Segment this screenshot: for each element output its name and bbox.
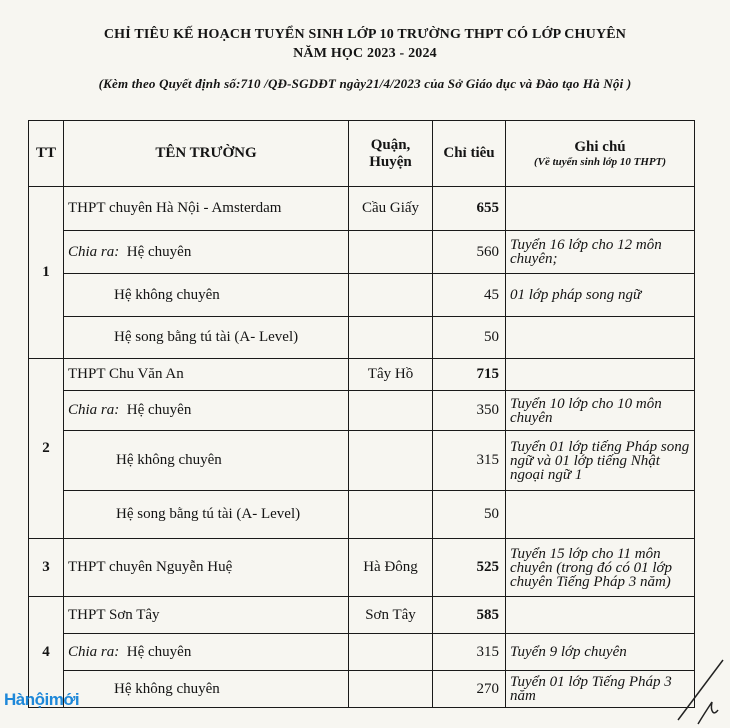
quota-table [28, 120, 695, 708]
note: Tuyển 01 lớp Tiếng Pháp 3 năm [506, 671, 695, 708]
district: Cầu Giấy [349, 187, 433, 231]
school-name: THPT Chu Văn An [64, 359, 349, 391]
subsystem-name: Hệ không chuyên [64, 431, 349, 491]
col-note-title: Ghi chú [574, 139, 626, 155]
note: Tuyển 9 lớp chuyên [506, 634, 695, 671]
district [349, 231, 433, 274]
table-row [29, 187, 695, 231]
district [349, 634, 433, 671]
quota: 270 [433, 671, 506, 708]
table-header-row [29, 121, 695, 187]
split-label: Chia ra: [68, 643, 120, 660]
note [506, 187, 695, 231]
note: 01 lớp pháp song ngữ [506, 274, 695, 317]
note: Tuyển 10 lớp cho 10 môn chuyên [506, 391, 695, 431]
table-row [29, 491, 695, 539]
district [349, 491, 433, 539]
quota: 585 [433, 597, 506, 634]
row-number: 4 [29, 597, 64, 708]
school-name: THPT chuyên Hà Nội - Amsterdam [64, 187, 349, 231]
subsystem-name: Hệ không chuyên [64, 274, 349, 317]
table-row [29, 359, 695, 391]
note: Tuyển 15 lớp cho 11 môn chuyên (trong đó có 01 lớp chuyên Tiếng Pháp 3 năm) [506, 539, 695, 597]
quota: 315 [433, 431, 506, 491]
note [506, 317, 695, 359]
subsystem-name: Hệ song bằng tú tài (A- Level) [64, 317, 349, 359]
col-school: TÊN TRƯỜNG [64, 121, 349, 187]
district: Tây Hồ [349, 359, 433, 391]
col-note-subtitle: (Về tuyển sinh lớp 10 THPT) [533, 156, 667, 168]
quota: 655 [433, 187, 506, 231]
subsystem-name: Hệ không chuyên [64, 671, 349, 708]
table-row [29, 597, 695, 634]
subsystem-name: Hệ song bằng tú tài (A- Level) [64, 491, 349, 539]
quota: 50 [433, 317, 506, 359]
subsystem-name: Hệ chuyên [126, 643, 192, 660]
table-row [29, 317, 695, 359]
quota: 50 [433, 491, 506, 539]
decision-reference: (Kèm theo Quyết định số:710 /QĐ-SGDĐT ngày21/4/2023 của Sở Giáo dục và Đào tạo Hà Nội ) [98, 76, 632, 91]
table-row [29, 431, 695, 491]
col-quota: Chỉ tiêu [433, 121, 506, 187]
publisher-logo: Hànộimới [4, 690, 80, 709]
col-district: Quận, Huyện [349, 121, 433, 187]
table-row [29, 391, 695, 431]
note [506, 359, 695, 391]
table-row [29, 671, 695, 708]
col-note [506, 121, 695, 187]
district [349, 391, 433, 431]
quota: 315 [433, 634, 506, 671]
quota: 45 [433, 274, 506, 317]
district [349, 671, 433, 708]
quota: 525 [433, 539, 506, 597]
school-name: THPT chuyên Nguyễn Huệ [64, 539, 349, 597]
district [349, 317, 433, 359]
table-row [29, 634, 695, 671]
table-row [29, 274, 695, 317]
col-tt: TT [29, 121, 64, 187]
note: Tuyển 16 lớp cho 12 môn chuyên; [506, 231, 695, 274]
note [506, 491, 695, 539]
quota: 560 [433, 231, 506, 274]
split-label: Chia ra: [68, 402, 120, 418]
row-number: 1 [29, 187, 64, 359]
quota: 350 [433, 391, 506, 431]
signature-mark [668, 640, 730, 728]
district: Sơn Tây [349, 597, 433, 634]
subsystem [64, 634, 349, 671]
school-name: THPT Sơn Tây [64, 597, 349, 634]
note: Tuyển 01 lớp tiếng Pháp song ngữ và 01 lớp tiếng Nhật ngoại ngữ 1 [506, 431, 695, 491]
subsystem [64, 231, 349, 274]
quota: 715 [433, 359, 506, 391]
district: Hà Đông [349, 539, 433, 597]
split-label: Chia ra: [68, 243, 120, 260]
subsystem [64, 391, 349, 431]
district [349, 431, 433, 491]
subsystem-name: Hệ chuyên [126, 402, 192, 418]
row-number: 3 [29, 539, 64, 597]
table-row [29, 231, 695, 274]
school-year: NĂM HỌC 2023 - 2024 [293, 46, 437, 61]
table-row [29, 539, 695, 597]
document-title: CHỈ TIÊU KẾ HOẠCH TUYỂN SINH LỚP 10 TRƯỜNG THPT CÓ LỚP CHUYÊN [103, 27, 627, 42]
district [349, 274, 433, 317]
subsystem-name: Hệ chuyên [126, 243, 192, 260]
note [506, 597, 695, 634]
row-number: 2 [29, 359, 64, 539]
